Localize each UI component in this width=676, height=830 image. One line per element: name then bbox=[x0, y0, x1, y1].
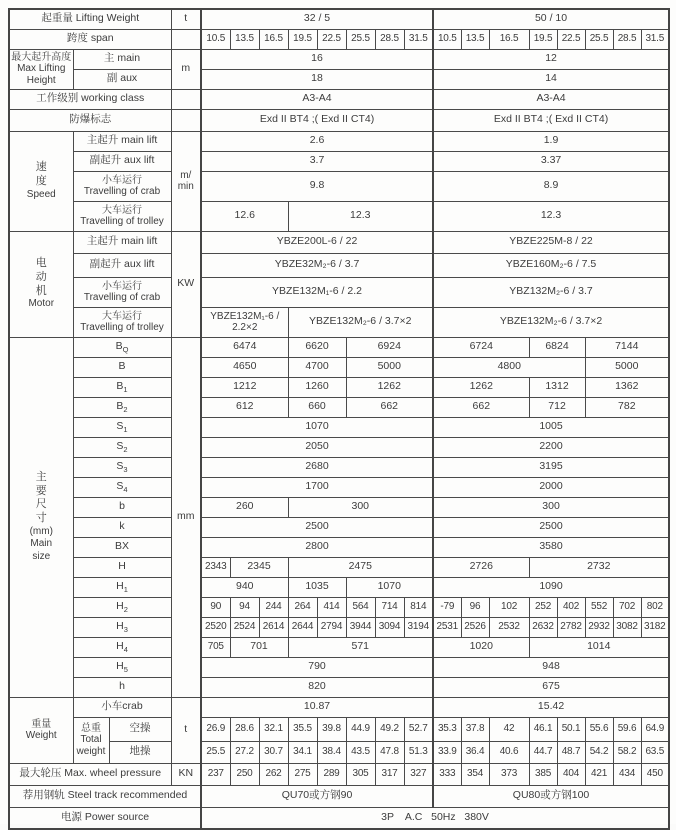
row-dim-b bbox=[9, 497, 669, 517]
value-cell: 27.2 bbox=[230, 741, 259, 763]
label-speed-section: 速 度 Speed bbox=[9, 131, 73, 231]
value-cell: 33.9 bbox=[433, 741, 461, 763]
value-cell: 237 bbox=[201, 763, 230, 785]
value-cell: 31.5 bbox=[404, 29, 433, 49]
row-motor-main-lift bbox=[9, 231, 669, 253]
label-lifting-weight: 起重量 Lifting Weight bbox=[9, 9, 171, 29]
label-dim: h bbox=[73, 677, 171, 697]
row-speed-aux-lift bbox=[9, 151, 669, 171]
value-cell: 260 bbox=[201, 497, 288, 517]
label-motor-section: 电 动 机 Motor bbox=[9, 231, 73, 337]
label-main-lift: 主起升 main lift bbox=[73, 231, 171, 253]
row-dim-S4 bbox=[9, 477, 669, 497]
value-cell: 63.5 bbox=[641, 741, 669, 763]
row-motor-trolley bbox=[9, 307, 669, 337]
label-crab-travel: 小车运行 Travelling of crab bbox=[73, 277, 171, 307]
value-cell: 1212 bbox=[201, 377, 288, 397]
value-cell: 28.5 bbox=[613, 29, 641, 49]
value-cell: 244 bbox=[259, 597, 288, 617]
value-cell: 31.5 bbox=[641, 29, 669, 49]
value-cell: 3944 bbox=[346, 617, 375, 637]
value-cell: A3-A4 bbox=[201, 89, 433, 109]
value-cell: 4650 bbox=[201, 357, 288, 377]
value-cell: 289 bbox=[317, 763, 346, 785]
label-zh: 最大起升高度 bbox=[11, 51, 72, 63]
value-cell: 10.5 bbox=[433, 29, 461, 49]
value-cell: 3094 bbox=[375, 617, 404, 637]
row-weight-cab bbox=[9, 717, 669, 741]
value-cell: 1700 bbox=[201, 477, 433, 497]
row-steel-track bbox=[9, 785, 669, 807]
value-cell: 300 bbox=[433, 497, 669, 517]
label-dim: k bbox=[73, 517, 171, 537]
value-cell: 102 bbox=[489, 597, 529, 617]
value-cell: 55.6 bbox=[585, 717, 613, 741]
value-cell: 948 bbox=[433, 657, 669, 677]
value-cell: 25.5 bbox=[201, 741, 230, 763]
row-dim-H5 bbox=[9, 657, 669, 677]
value-cell: 3082 bbox=[613, 617, 641, 637]
unit-lifting-weight: t bbox=[171, 9, 201, 29]
label-dim: $H_1$ bbox=[73, 577, 171, 597]
value-cell: 712 bbox=[529, 397, 585, 417]
value-cell: 2800 bbox=[201, 537, 433, 557]
label-trolley-travel: 大车运行 Travelling of trolley bbox=[73, 201, 171, 231]
value-cell: 51.3 bbox=[404, 741, 433, 763]
value-cell: 3195 bbox=[433, 457, 669, 477]
value-cell: 2000 bbox=[433, 477, 669, 497]
row-power-source bbox=[9, 807, 669, 829]
row-motor-aux-lift bbox=[9, 253, 669, 277]
value-cell: 1312 bbox=[529, 377, 585, 397]
value-cell: Exd II BT4 ;( Exd II CT4) bbox=[201, 109, 433, 131]
label-wheel-pressure: 最大轮压 Max. wheel pressure bbox=[9, 763, 171, 785]
value-cell: 5000 bbox=[585, 357, 669, 377]
value-cell: 2.6 bbox=[201, 131, 433, 151]
value-cell: 252 bbox=[529, 597, 557, 617]
value-cell: 2726 bbox=[433, 557, 529, 577]
unit-span-empty bbox=[171, 29, 201, 49]
value-cell: 714 bbox=[375, 597, 404, 617]
row-dim-B1 bbox=[9, 377, 669, 397]
row-span bbox=[9, 29, 669, 49]
value-cell: 2343 bbox=[201, 557, 230, 577]
value-cell: 2524 bbox=[230, 617, 259, 637]
value-cell: 2644 bbox=[288, 617, 317, 637]
row-speed-main-lift bbox=[9, 131, 669, 151]
value-cell: 25.5 bbox=[585, 29, 613, 49]
value-cell: YBZ132M₂-6 / 3.7 bbox=[433, 277, 669, 307]
value-cell: 275 bbox=[288, 763, 317, 785]
label-aux-lift: 副起升 aux lift bbox=[73, 151, 171, 171]
row-max-height-main bbox=[9, 49, 669, 69]
value-cell: 44.7 bbox=[529, 741, 557, 763]
unit-kn: KN bbox=[171, 763, 201, 785]
value-cell: -79 bbox=[433, 597, 461, 617]
row-dim-S3 bbox=[9, 457, 669, 477]
value-cell: 402 bbox=[557, 597, 585, 617]
value-cell: 19.5 bbox=[288, 29, 317, 49]
value-cell: YBZE32M₂-6 / 3.7 bbox=[201, 253, 433, 277]
row-dim-H2 bbox=[9, 597, 669, 617]
value-cell: 702 bbox=[613, 597, 641, 617]
label-dim: $B_2$ bbox=[73, 397, 171, 417]
value-cell: 662 bbox=[346, 397, 433, 417]
value-cell: 705 bbox=[201, 637, 230, 657]
value-cell: 662 bbox=[433, 397, 529, 417]
value-cell: 404 bbox=[557, 763, 585, 785]
value-cell: 15.42 bbox=[433, 697, 669, 717]
value-cell: 6474 bbox=[201, 337, 288, 357]
value-cell: 660 bbox=[288, 397, 346, 417]
value-cell: 64.9 bbox=[641, 717, 669, 741]
row-dim-S2 bbox=[9, 437, 669, 457]
row-dim-h bbox=[9, 677, 669, 697]
label-en: Height bbox=[26, 74, 56, 86]
value-cell: 1005 bbox=[433, 417, 669, 437]
value-cell: 262 bbox=[259, 763, 288, 785]
label-explosion-mark: 防爆标志 bbox=[9, 109, 171, 131]
value-cell: 571 bbox=[288, 637, 433, 657]
value-cell: 373 bbox=[489, 763, 529, 785]
value-cell: 327 bbox=[404, 763, 433, 785]
value-cell: 94 bbox=[230, 597, 259, 617]
value-cell: 32.1 bbox=[259, 717, 288, 741]
value-cell: 96 bbox=[461, 597, 489, 617]
row-dim-BQ bbox=[9, 337, 669, 357]
value-cell: 2614 bbox=[259, 617, 288, 637]
row-motor-crab bbox=[9, 277, 669, 307]
value-cell: YBZE160M₂-6 / 7.5 bbox=[433, 253, 669, 277]
row-lifting-weight bbox=[9, 9, 669, 29]
value-cell: 354 bbox=[461, 763, 489, 785]
value-cell: 2632 bbox=[529, 617, 557, 637]
value-cell: 300 bbox=[288, 497, 433, 517]
label-dim: $S_3$ bbox=[73, 457, 171, 477]
value-cell: 16 bbox=[201, 49, 433, 69]
value-cell: 2345 bbox=[230, 557, 288, 577]
value-cell: 7144 bbox=[585, 337, 669, 357]
value-cell: 2520 bbox=[201, 617, 230, 637]
value-cell: 14 bbox=[433, 69, 669, 89]
value-cell: 37.8 bbox=[461, 717, 489, 741]
value-cell: 54.2 bbox=[585, 741, 613, 763]
value-cell: 58.2 bbox=[613, 741, 641, 763]
value-cell: 50 / 10 bbox=[433, 9, 669, 29]
row-wheel-pressure bbox=[9, 763, 669, 785]
label-span: 跨度 span bbox=[9, 29, 171, 49]
value-cell: 52.7 bbox=[404, 717, 433, 741]
row-working-class bbox=[9, 89, 669, 109]
label-working-class: 工作级别 working class bbox=[9, 89, 171, 109]
value-cell: 16.5 bbox=[489, 29, 529, 49]
value-cell: 12.3 bbox=[433, 201, 669, 231]
value-cell: 18 bbox=[201, 69, 433, 89]
crane-spec-table bbox=[8, 8, 670, 830]
value-cell: 50.1 bbox=[557, 717, 585, 741]
value-cell: 790 bbox=[201, 657, 433, 677]
value-cell: 1260 bbox=[288, 377, 346, 397]
label-dim: b bbox=[73, 497, 171, 517]
value-cell: 317 bbox=[375, 763, 404, 785]
value-cell: YBZE132M₂-6 / 3.7×2 bbox=[288, 307, 433, 337]
value-cell: 6620 bbox=[288, 337, 346, 357]
value-cell: 2532 bbox=[489, 617, 529, 637]
value-cell: 46.1 bbox=[529, 717, 557, 741]
row-speed-trolley bbox=[9, 201, 669, 231]
label-dim: $S_2$ bbox=[73, 437, 171, 457]
unit-meters: m bbox=[171, 49, 201, 89]
value-cell: 3.37 bbox=[433, 151, 669, 171]
label-dim: $S_1$ bbox=[73, 417, 171, 437]
value-cell: 1020 bbox=[433, 637, 529, 657]
value-cell: A3-A4 bbox=[433, 89, 669, 109]
value-cell: 612 bbox=[201, 397, 288, 417]
value-cell: 30.7 bbox=[259, 741, 288, 763]
value-cell: YBZE132M₁-6 / 2.2×2 bbox=[201, 307, 288, 337]
row-dim-k bbox=[9, 517, 669, 537]
value-cell: 421 bbox=[585, 763, 613, 785]
value-cell: 42 bbox=[489, 717, 529, 741]
value-cell: 40.6 bbox=[489, 741, 529, 763]
value-power: 3P A.C 50Hz 380V bbox=[201, 807, 669, 829]
label-total-weight: 总重 Total weight bbox=[73, 717, 109, 763]
value-cell: 264 bbox=[288, 597, 317, 617]
value-cell: 35.5 bbox=[288, 717, 317, 741]
value-cell: 4700 bbox=[288, 357, 346, 377]
value-cell: 2200 bbox=[433, 437, 669, 457]
value-cell: 25.5 bbox=[346, 29, 375, 49]
label-dim: $S_4$ bbox=[73, 477, 171, 497]
value-cell: 250 bbox=[230, 763, 259, 785]
label-aux-lift: 副起升 aux lift bbox=[73, 253, 171, 277]
value-cell: YBZE132M₁-6 / 2.2 bbox=[201, 277, 433, 307]
row-dim-B2 bbox=[9, 397, 669, 417]
unit-tonnes: t bbox=[171, 697, 201, 763]
label-dim: $H_2$ bbox=[73, 597, 171, 617]
value-cell: QU70或方钢90 bbox=[201, 785, 433, 807]
label-crab-travel: 小车运行 Travelling of crab bbox=[73, 171, 171, 201]
value-cell: 59.6 bbox=[613, 717, 641, 741]
value-cell: 44.9 bbox=[346, 717, 375, 741]
value-cell: 2782 bbox=[557, 617, 585, 637]
value-cell: 12.3 bbox=[288, 201, 433, 231]
value-cell: 16.5 bbox=[259, 29, 288, 49]
row-explosion-mark bbox=[9, 109, 669, 131]
value-cell: 13.5 bbox=[461, 29, 489, 49]
value-cell: 385 bbox=[529, 763, 557, 785]
value-cell: 48.7 bbox=[557, 741, 585, 763]
value-cell: 19.5 bbox=[529, 29, 557, 49]
value-cell: 675 bbox=[433, 677, 669, 697]
value-cell: 39.8 bbox=[317, 717, 346, 741]
value-cell: 12 bbox=[433, 49, 669, 69]
value-cell: 26.9 bbox=[201, 717, 230, 741]
value-cell: 305 bbox=[346, 763, 375, 785]
value-cell: 43.5 bbox=[346, 741, 375, 763]
label-ground-operated: 地操 bbox=[109, 741, 171, 763]
label-aux-hook: 副 aux bbox=[73, 69, 171, 89]
value-cell: 802 bbox=[641, 597, 669, 617]
value-cell: 814 bbox=[404, 597, 433, 617]
unit-empty bbox=[171, 89, 201, 109]
value-cell: 450 bbox=[641, 763, 669, 785]
label-max-lifting-height bbox=[9, 49, 73, 89]
value-cell: 2500 bbox=[201, 517, 433, 537]
value-cell: 701 bbox=[230, 637, 288, 657]
label-steel-track: 荐用钢轨 Steel track recommended bbox=[9, 785, 201, 807]
value-cell: 2932 bbox=[585, 617, 613, 637]
value-cell: 1070 bbox=[201, 417, 433, 437]
unit-mm: mm bbox=[171, 337, 201, 697]
value-cell: 940 bbox=[201, 577, 288, 597]
label-dim: BX bbox=[73, 537, 171, 557]
value-cell: 1090 bbox=[433, 577, 669, 597]
value-cell: 32 / 5 bbox=[201, 9, 433, 29]
value-cell: 3194 bbox=[404, 617, 433, 637]
value-cell: 8.9 bbox=[433, 171, 669, 201]
value-cell: 2680 bbox=[201, 457, 433, 477]
value-cell: 5000 bbox=[346, 357, 433, 377]
value-cell: 1.9 bbox=[433, 131, 669, 151]
value-cell: 6924 bbox=[346, 337, 433, 357]
value-cell: 12.6 bbox=[201, 201, 288, 231]
value-cell: 552 bbox=[585, 597, 613, 617]
value-cell: YBZE225M-8 / 22 bbox=[433, 231, 669, 253]
label-power-source: 电源 Power source bbox=[9, 807, 201, 829]
value-cell: 2526 bbox=[461, 617, 489, 637]
value-cell: 414 bbox=[317, 597, 346, 617]
label-dim: $B_Q$ bbox=[73, 337, 171, 357]
unit-m-min: m/ min bbox=[171, 131, 201, 231]
label-dim: $H_5$ bbox=[73, 657, 171, 677]
value-cell: 820 bbox=[201, 677, 433, 697]
value-cell: 9.8 bbox=[201, 171, 433, 201]
value-cell: 1070 bbox=[346, 577, 433, 597]
value-cell: 1362 bbox=[585, 377, 669, 397]
value-cell: 2531 bbox=[433, 617, 461, 637]
value-cell: 38.4 bbox=[317, 741, 346, 763]
value-cell: QU80或方钢100 bbox=[433, 785, 669, 807]
label-dim: $H_4$ bbox=[73, 637, 171, 657]
value-cell: 49.2 bbox=[375, 717, 404, 741]
value-cell: 13.5 bbox=[230, 29, 259, 49]
value-cell: 782 bbox=[585, 397, 669, 417]
unit-empty bbox=[171, 109, 201, 131]
value-cell: 35.3 bbox=[433, 717, 461, 741]
value-cell: 2475 bbox=[288, 557, 433, 577]
row-speed-crab bbox=[9, 171, 669, 201]
label-dim: $H_3$ bbox=[73, 617, 171, 637]
row-dim-S1 bbox=[9, 417, 669, 437]
value-cell: 333 bbox=[433, 763, 461, 785]
value-cell: 6824 bbox=[529, 337, 585, 357]
value-cell: 34.1 bbox=[288, 741, 317, 763]
label-trolley-travel: 大车运行 Travelling of trolley bbox=[73, 307, 171, 337]
label-main-hook: 主 main bbox=[73, 49, 171, 69]
value-cell: 47.8 bbox=[375, 741, 404, 763]
value-cell: 2794 bbox=[317, 617, 346, 637]
label-en: Max Lifting bbox=[17, 63, 66, 75]
label-main-size-section: 主 要 尺 寸 (mm) Main size bbox=[9, 337, 73, 697]
value-cell: 22.5 bbox=[317, 29, 346, 49]
value-cell: 10.5 bbox=[201, 29, 230, 49]
label-crab-weight: 小车crab bbox=[73, 697, 171, 717]
label-dim: $B_1$ bbox=[73, 377, 171, 397]
label-dim: B bbox=[73, 357, 171, 377]
value-cell: 1035 bbox=[288, 577, 346, 597]
row-dim-B bbox=[9, 357, 669, 377]
label-cab-operated: 空操 bbox=[109, 717, 171, 741]
row-weight-crab bbox=[9, 697, 669, 717]
value-cell: YBZE200L-6 / 22 bbox=[201, 231, 433, 253]
value-cell: 10.87 bbox=[201, 697, 433, 717]
value-cell: 1014 bbox=[529, 637, 669, 657]
value-cell: 2500 bbox=[433, 517, 669, 537]
value-cell: 564 bbox=[346, 597, 375, 617]
value-cell: 28.5 bbox=[375, 29, 404, 49]
value-cell: 1262 bbox=[433, 377, 529, 397]
value-cell: 434 bbox=[613, 763, 641, 785]
label-main-lift: 主起升 main lift bbox=[73, 131, 171, 151]
value-cell: 4800 bbox=[433, 357, 585, 377]
value-cell: 2050 bbox=[201, 437, 433, 457]
row-dim-BX bbox=[9, 537, 669, 557]
row-dim-H1 bbox=[9, 577, 669, 597]
value-cell: 36.4 bbox=[461, 741, 489, 763]
value-cell: Exd II BT4 ;( Exd II CT4) bbox=[433, 109, 669, 131]
label-dim: H bbox=[73, 557, 171, 577]
unit-kw: KW bbox=[171, 231, 201, 337]
value-cell: 90 bbox=[201, 597, 230, 617]
value-cell: 22.5 bbox=[557, 29, 585, 49]
row-dim-H4 bbox=[9, 637, 669, 657]
value-cell: YBZE132M₂-6 / 3.7×2 bbox=[433, 307, 669, 337]
value-cell: 3182 bbox=[641, 617, 669, 637]
value-cell: 1262 bbox=[346, 377, 433, 397]
value-cell: 28.6 bbox=[230, 717, 259, 741]
row-max-height-aux bbox=[9, 69, 669, 89]
value-cell: 3.7 bbox=[201, 151, 433, 171]
label-weight-section: 重量 Weight bbox=[9, 697, 73, 763]
value-cell: 6724 bbox=[433, 337, 529, 357]
value-cell: 3580 bbox=[433, 537, 669, 557]
value-cell: 2732 bbox=[529, 557, 669, 577]
row-dim-H bbox=[9, 557, 669, 577]
row-dim-H3 bbox=[9, 617, 669, 637]
